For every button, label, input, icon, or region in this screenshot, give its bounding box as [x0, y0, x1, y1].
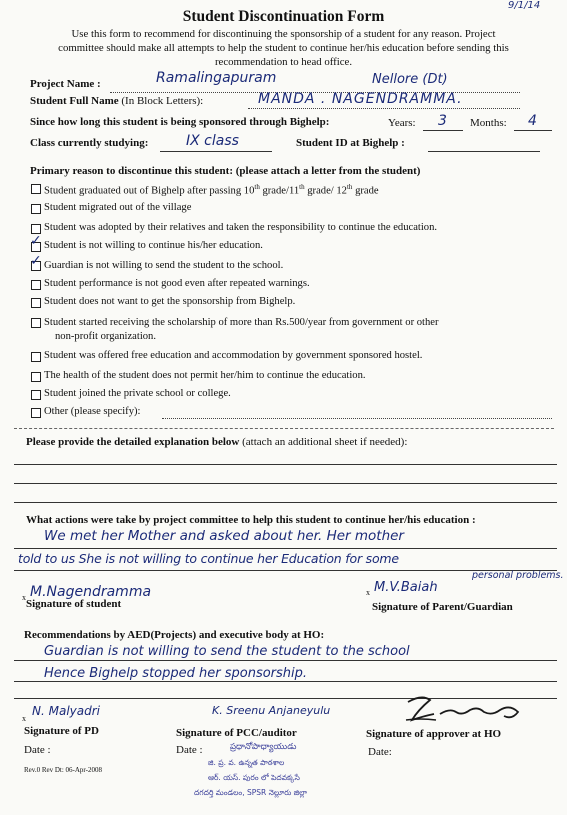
actions-heading: What actions were take by project committee to help this student to continue her/his education : [26, 514, 476, 526]
footer-revision: Rev.0 Rev Dt: 06-Apr-2008 [24, 766, 102, 774]
class-line [160, 151, 272, 152]
intro-line-3: recommendation to head office. [214, 56, 353, 68]
months-value[interactable]: 4 [528, 113, 537, 129]
explanation-line-3[interactable] [14, 502, 557, 503]
pd-date-label: Date : [24, 744, 51, 756]
reason-label-5: Student performance is not good even after repeated warnings. [44, 278, 310, 289]
reasons-heading-hint: (please attach a letter from the student) [235, 165, 421, 177]
reason-label-3: Student is not willing to continue his/her education. [44, 240, 263, 251]
student-name-line [248, 108, 520, 109]
student-id-line[interactable] [428, 151, 540, 152]
years-value[interactable]: 3 [438, 113, 447, 129]
section-divider [14, 428, 554, 429]
actions-text-3[interactable]: personal problems. [472, 570, 564, 581]
school-stamp [194, 740, 307, 800]
reasons-heading-row [30, 165, 420, 177]
project-district-value[interactable]: Nellore (Dt) [372, 72, 448, 87]
reason-checkbox-1[interactable] [31, 204, 41, 214]
reason-checkbox-8[interactable] [31, 352, 41, 362]
actions-text-1[interactable]: We met her Mother and asked about her. Her mother [44, 528, 404, 544]
guardian-sign-label: Signature of Parent/Guardian [372, 601, 513, 613]
recommendations-line-2 [14, 681, 557, 682]
class-label: Class currently studying: [30, 137, 149, 149]
stamp-line-2: జి. ప్ర. వ. ఉన్నత పాఠశాల [208, 758, 285, 767]
reason-checkbox-10[interactable] [31, 390, 41, 400]
since-label: Since how long this student is being sponsored through Bighelp: [30, 116, 330, 128]
student-sign-label: Signature of student [26, 598, 122, 610]
months-line [514, 130, 552, 131]
stamp-line-3: ఆర్. యస్. పురం లో పెదవక్కసే [208, 773, 300, 782]
reason-label-1: Student migrated out of the village [44, 202, 192, 213]
pcc-sign-label: Signature of PCC/auditor [176, 727, 297, 739]
reason-label-6: Student does not want to get the sponsorship from Bighelp. [44, 296, 296, 307]
intro-line-2: committee should make all attempts to help the student to continue her/his education before sending this [58, 42, 509, 54]
recommendations-text-2[interactable]: Hence Bighelp stopped her sponsorship. [44, 666, 308, 681]
guardian-sign-x: x [366, 588, 370, 597]
explanation-heading: Please provide the detailed explanation below [26, 436, 240, 448]
project-name-value[interactable]: Ramalingapuram [156, 70, 277, 86]
reason-label-0: Student graduated out of Bighelp after passing 10th grade/11th grade/ 12th grade [44, 183, 379, 197]
actions-line-1 [14, 548, 557, 549]
approver-signature-icon[interactable] [400, 690, 530, 731]
reason-label-2: Student was adopted by their relatives and taken the responsibility to continue the education. [44, 222, 438, 233]
explanation-line-2[interactable] [14, 483, 557, 484]
project-name-label: Project Name : [30, 78, 101, 90]
reason-label-7-cont: non-profit organization. [55, 331, 157, 342]
student-name-label: Student Full Name [30, 95, 119, 107]
years-line [423, 130, 463, 131]
other-specify-line[interactable] [162, 418, 552, 419]
pd-sign-label: Signature of PD [24, 725, 99, 737]
pcc-signature[interactable]: K. Sreenu Anjaneyulu [212, 704, 331, 717]
stamp-line-1: ప్రధానోపాధ్యాయుడు [230, 742, 297, 752]
reason-checkbox-0[interactable] [31, 184, 41, 194]
recommendations-heading: Recommendations by AED(Projects) and executive body at HO: [24, 629, 325, 641]
recommendations-line-1 [14, 660, 557, 661]
explanation-heading-row [26, 436, 407, 448]
check-mark-icon: ✓ [30, 253, 42, 269]
explanation-line-1[interactable] [14, 464, 557, 465]
stamp-line-4: దగదర్తి మండలం, SPSR నెల్లూరు జిల్లా [194, 788, 307, 797]
reason-label-9: The health of the student does not permit her/him to continue the education. [44, 370, 366, 381]
guardian-signature[interactable]: M.V.Baiah [374, 580, 438, 595]
student-name-label-row [30, 95, 203, 107]
reason-label-10: Student joined the private school or college. [44, 388, 231, 399]
pd-signature[interactable]: N. Malyadri [32, 704, 100, 718]
student-name-hint: (In Block Letters): [121, 95, 204, 107]
recommendations-text-1[interactable]: Guardian is not willing to send the student to the school [44, 644, 410, 659]
reason-label-11: Other (please specify): [44, 406, 141, 417]
class-value[interactable]: IX class [186, 133, 239, 149]
pd-sign-x: x [22, 714, 26, 723]
student-sign-x: x [22, 593, 26, 602]
approver-sign-label: Signature of approver at HO [366, 728, 502, 740]
student-id-label: Student ID at Bighelp : [296, 137, 405, 149]
reasons-heading: Primary reason to discontinue this student: [30, 165, 233, 177]
reason-checkbox-5[interactable] [31, 280, 41, 290]
reason-label-8: Student was offered free education and accommodation by government sponsored hostel. [44, 350, 423, 361]
reason-checkbox-9[interactable] [31, 372, 41, 382]
actions-text-2[interactable]: told to us She is not willing to continue her Education for some [18, 551, 399, 566]
student-name-value[interactable]: MANDA . NAGENDRAMMA. [258, 91, 463, 107]
years-label: Years: [388, 117, 416, 129]
check-mark-icon: ✓ [30, 233, 42, 249]
reason-checkbox-7[interactable] [31, 318, 41, 328]
months-label: Months: [470, 117, 507, 129]
intro-line-1: Use this form to recommend for discontinuing the sponsorship of a student for any reason. Project [71, 28, 496, 40]
pcc-date-label: Date : [176, 744, 203, 756]
explanation-hint: (attach an additional sheet if needed): [242, 436, 408, 448]
date-handwritten: 9/1/14 [508, 0, 541, 11]
reason-checkbox-11[interactable] [31, 408, 41, 418]
reason-label-4: Guardian is not willing to send the student to the school. [44, 260, 284, 271]
form-title: Student Discontinuation Form [182, 8, 385, 25]
reason-label-7: Student started receiving the scholarship of more than Rs.500/year from government or other [44, 317, 439, 328]
reason-checkbox-6[interactable] [31, 298, 41, 308]
student-signature[interactable]: M.Nagendramma [30, 584, 152, 600]
approver-date-label: Date: [368, 746, 392, 758]
